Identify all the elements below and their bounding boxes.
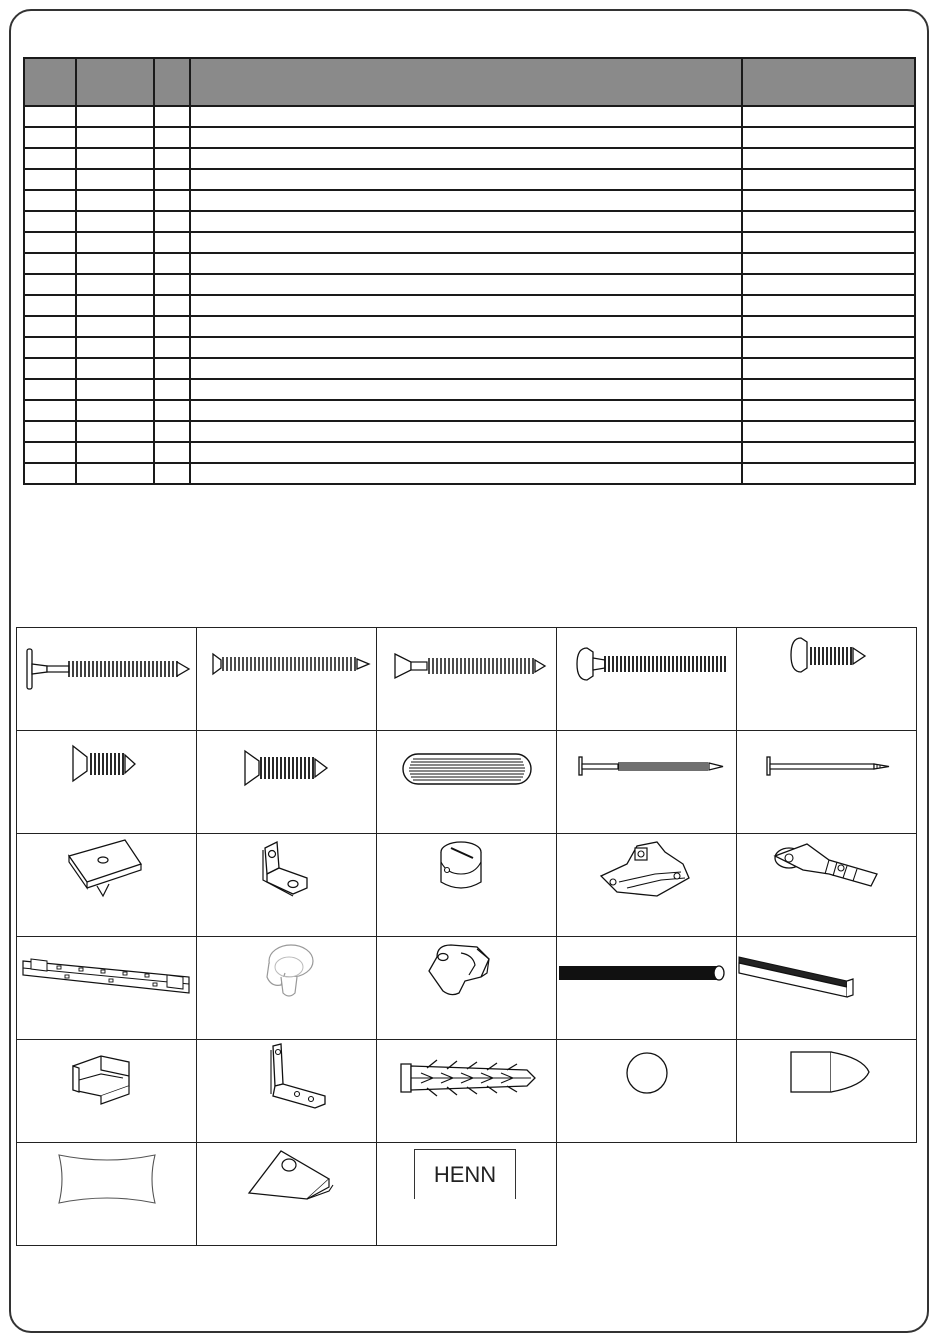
drawer-runner-icon xyxy=(17,937,197,1040)
table-cell xyxy=(76,337,154,358)
table-cell xyxy=(154,442,190,463)
table-cell xyxy=(76,379,154,400)
table-cell xyxy=(154,463,190,484)
table-cell xyxy=(154,169,190,190)
hinge-mounting-plate xyxy=(556,833,737,937)
wooden-dowel-icon xyxy=(377,731,557,834)
table-cell xyxy=(742,169,915,190)
table-cell xyxy=(190,253,742,274)
shelf-support-plate xyxy=(16,833,197,937)
table-cell xyxy=(742,190,915,211)
table-row xyxy=(24,295,915,316)
table-cell xyxy=(190,463,742,484)
table-cell xyxy=(154,316,190,337)
cabinet-hinge-icon xyxy=(737,834,917,937)
table-cell xyxy=(76,358,154,379)
table-cell xyxy=(742,400,915,421)
brand-label xyxy=(376,1142,557,1246)
hinge-mounting-plate-icon xyxy=(557,834,737,937)
angle-bracket-icon xyxy=(197,834,377,937)
table-cell xyxy=(76,232,154,253)
wooden-dowel xyxy=(376,730,557,834)
header-cell-dimensions xyxy=(742,58,915,106)
table-cell xyxy=(190,400,742,421)
pin-nail-icon xyxy=(737,731,917,834)
bullet-catch xyxy=(736,1039,917,1143)
felt-pad-icon xyxy=(17,1143,197,1246)
table-cell xyxy=(742,295,915,316)
table-cell xyxy=(154,211,190,232)
cam-lock xyxy=(376,833,557,937)
edge-strip xyxy=(736,936,917,1040)
table-cell xyxy=(76,400,154,421)
table-cell xyxy=(190,295,742,316)
table-row xyxy=(24,274,915,295)
table-row xyxy=(24,211,915,232)
table-cell xyxy=(154,379,190,400)
table-cell xyxy=(24,106,76,127)
table-cell xyxy=(190,148,742,169)
glass-holder-clip xyxy=(16,1039,197,1143)
pan-head-screw-icon xyxy=(557,628,737,731)
table-cell xyxy=(24,127,76,148)
table-cell xyxy=(76,106,154,127)
table-cell xyxy=(24,211,76,232)
table-row xyxy=(24,127,915,148)
table-row xyxy=(24,400,915,421)
wall-plug-icon xyxy=(377,1040,557,1143)
parts-table xyxy=(23,57,916,485)
knob-icon xyxy=(197,937,377,1040)
table-cell xyxy=(154,106,190,127)
table-cell xyxy=(24,442,76,463)
table-cell xyxy=(24,295,76,316)
long-screw-type-b xyxy=(196,627,377,731)
table-row xyxy=(24,190,915,211)
edge-strip-icon xyxy=(737,937,917,1040)
table-cell xyxy=(24,253,76,274)
table-cell xyxy=(76,442,154,463)
table-cell xyxy=(190,127,742,148)
table-cell xyxy=(24,400,76,421)
felt-pad xyxy=(16,1142,197,1246)
corner-block-icon xyxy=(197,1143,377,1246)
table-row xyxy=(24,337,915,358)
table-cell xyxy=(190,190,742,211)
cable-clip-icon xyxy=(377,937,557,1040)
table-cell xyxy=(76,211,154,232)
parts-table-header xyxy=(24,58,915,106)
table-cell xyxy=(742,274,915,295)
table-cell xyxy=(742,463,915,484)
table-row xyxy=(24,232,915,253)
shelf-support-plate-icon xyxy=(17,834,197,937)
table-cell xyxy=(190,421,742,442)
table-cell xyxy=(154,400,190,421)
long-nail-icon xyxy=(557,731,737,834)
table-cell xyxy=(24,358,76,379)
short-countersunk-screw xyxy=(16,730,197,834)
cover-cap xyxy=(556,1039,737,1143)
pan-head-screw xyxy=(556,627,737,731)
table-cell xyxy=(154,295,190,316)
table-cell xyxy=(742,337,915,358)
cabinet-hinge xyxy=(736,833,917,937)
table-row xyxy=(24,442,915,463)
table-cell xyxy=(154,232,190,253)
table-cell xyxy=(190,379,742,400)
header-cell-code xyxy=(76,58,154,106)
knob xyxy=(196,936,377,1040)
table-cell xyxy=(154,274,190,295)
table-cell xyxy=(76,169,154,190)
hardware-grid xyxy=(16,627,920,1248)
l-bracket xyxy=(196,1039,377,1143)
cover-cap-icon xyxy=(557,1040,737,1143)
brand-label-text: HENN xyxy=(433,1161,497,1187)
drawer-runner xyxy=(16,936,197,1040)
table-row xyxy=(24,316,915,337)
table-cell xyxy=(154,358,190,379)
table-cell xyxy=(76,463,154,484)
table-row xyxy=(24,253,915,274)
table-cell xyxy=(190,232,742,253)
table-row xyxy=(24,169,915,190)
table-cell xyxy=(24,421,76,442)
table-cell xyxy=(742,421,915,442)
table-cell xyxy=(742,148,915,169)
table-cell xyxy=(24,316,76,337)
table-cell xyxy=(24,337,76,358)
long-nail xyxy=(556,730,737,834)
long-screw-type-c-icon xyxy=(377,628,557,731)
cam-lock-icon xyxy=(377,834,557,937)
long-screw-type-c xyxy=(376,627,557,731)
angle-bracket xyxy=(196,833,377,937)
table-cell xyxy=(76,295,154,316)
parts-table-body xyxy=(24,106,915,484)
table-cell xyxy=(76,190,154,211)
table-cell xyxy=(190,358,742,379)
table-row xyxy=(24,379,915,400)
table-row xyxy=(24,358,915,379)
corner-block xyxy=(196,1142,377,1246)
brand-label-icon xyxy=(414,1149,516,1199)
table-cell xyxy=(24,274,76,295)
long-screw-type-b-icon xyxy=(197,628,377,731)
table-cell xyxy=(24,232,76,253)
table-cell xyxy=(76,253,154,274)
glass-holder-clip-icon xyxy=(17,1040,197,1143)
table-row xyxy=(24,106,915,127)
table-row xyxy=(24,148,915,169)
short-pan-head-screw-icon xyxy=(737,628,917,731)
table-cell xyxy=(742,253,915,274)
table-cell xyxy=(154,190,190,211)
table-cell xyxy=(190,274,742,295)
countersunk-screw xyxy=(196,730,377,834)
table-row xyxy=(24,421,915,442)
table-cell xyxy=(742,211,915,232)
table-cell xyxy=(154,421,190,442)
table-cell xyxy=(76,127,154,148)
table-row xyxy=(24,463,915,484)
table-cell xyxy=(76,274,154,295)
table-cell xyxy=(190,316,742,337)
table-cell xyxy=(190,169,742,190)
table-cell xyxy=(742,442,915,463)
header-cell-no xyxy=(24,58,76,106)
table-cell xyxy=(154,148,190,169)
table-cell xyxy=(742,127,915,148)
table-cell xyxy=(190,337,742,358)
table-cell xyxy=(154,127,190,148)
cable-clip xyxy=(376,936,557,1040)
table-cell xyxy=(76,421,154,442)
table-cell xyxy=(76,148,154,169)
header-cell-qty xyxy=(154,58,190,106)
long-screw-type-a xyxy=(16,627,197,731)
table-cell xyxy=(154,337,190,358)
table-cell xyxy=(742,358,915,379)
wall-plug xyxy=(376,1039,557,1143)
table-cell xyxy=(24,463,76,484)
table-cell xyxy=(24,379,76,400)
table-cell xyxy=(24,190,76,211)
header-cell-description xyxy=(190,58,742,106)
short-countersunk-screw-icon xyxy=(17,731,197,834)
bullet-catch-icon xyxy=(737,1040,917,1143)
table-cell xyxy=(24,169,76,190)
black-rod xyxy=(556,936,737,1040)
long-screw-type-a-icon xyxy=(17,628,197,731)
black-rod-icon xyxy=(557,937,737,1040)
table-cell xyxy=(190,442,742,463)
table-cell xyxy=(742,232,915,253)
countersunk-screw-icon xyxy=(197,731,377,834)
table-cell xyxy=(742,379,915,400)
table-cell xyxy=(742,316,915,337)
table-cell xyxy=(190,106,742,127)
table-cell xyxy=(24,148,76,169)
table-cell xyxy=(742,106,915,127)
table-cell xyxy=(154,253,190,274)
table-cell xyxy=(190,211,742,232)
short-pan-head-screw xyxy=(736,627,917,731)
l-bracket-icon xyxy=(197,1040,377,1143)
table-cell xyxy=(76,316,154,337)
pin-nail xyxy=(736,730,917,834)
